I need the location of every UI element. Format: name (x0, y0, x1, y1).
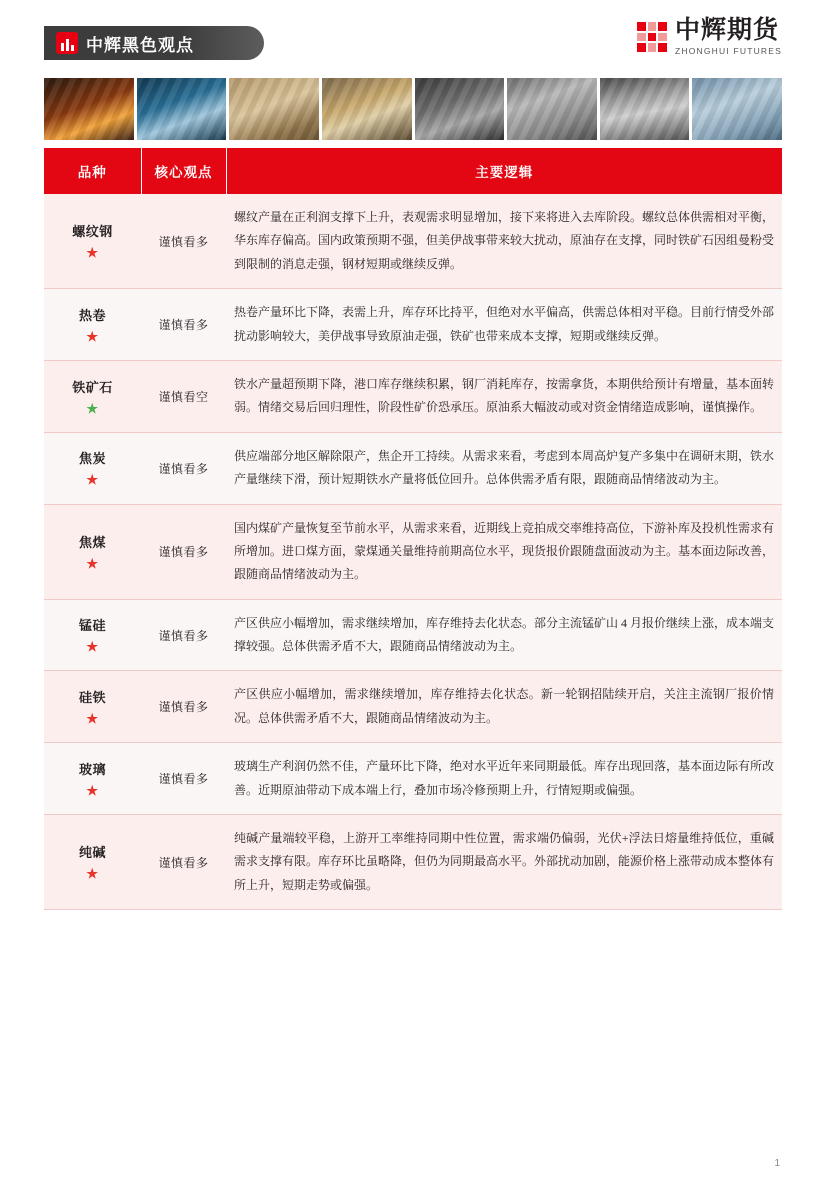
table-row (44, 815, 782, 910)
cell-main-logic: 供应端部分地区解除限产，焦企开工持续。从需求来看，考虑到本周高炉复产多集中在调研末期，铁水产量继续下滑，预计短期铁水产量将低位回升。总体供需矛盾有限，跟随商品情绪波动为主。 (226, 432, 782, 504)
column-header-view: 核心观点 (141, 148, 226, 194)
page-number: 1 (774, 1158, 780, 1169)
cell-main-logic: 玻璃生产利润仍然不佳，产量环比下降，绝对水平近年来同期最低。库存出现回落，基本面边际有所改善。近期原油带动下成本端上行，叠加市场冷修预期上升，行情短期或偏强。 (226, 743, 782, 815)
cell-main-logic: 纯碱产量端较平稳，上游开工率维持同期中性位置，需求端仍偏弱，光伏+浮法日熔量维持低位，重碱需求支撑有限。库存环比虽略降，但仍为同期最高水平。外部扰动加剧，能源价格上涨带动成本整体有所上升，短期走势或偏强。 (226, 815, 782, 910)
variety-name: 热卷 (78, 307, 106, 323)
cell-main-logic: 螺纹产量在正利润支撑下上升，表观需求明显增加，接下来将进入去库阶段。螺纹总体供需相对平衡，华东库存偏高。国内政策预期不强，但美伊战事带来较大扰动，原油存在支撑，同时铁矿石因组曼粉受到限制的消息走强，钢材短期或继续反弹。 (226, 194, 782, 289)
table-row (44, 671, 782, 743)
column-header-logic: 主要逻辑 (226, 148, 782, 194)
report-title: 中辉黑色观点 (86, 35, 194, 55)
photo-steel-bridge (692, 78, 782, 140)
rating-star-icon: ★ (86, 400, 99, 416)
company-logo (637, 18, 782, 56)
photo-coke (507, 78, 597, 140)
chart-bar-icon (56, 32, 78, 54)
photo-ore-pile (229, 78, 319, 140)
photo-furnace (44, 78, 134, 140)
variety-name: 硅铁 (78, 690, 106, 706)
cell-variety (44, 815, 141, 910)
rating-star-icon: ★ (86, 328, 99, 344)
rating-star-icon: ★ (86, 782, 99, 798)
cell-core-view: 谨慎看多 (141, 599, 226, 671)
table-row (44, 194, 782, 289)
cell-core-view: 谨慎看多 (141, 194, 226, 289)
cell-variety (44, 671, 141, 743)
cell-core-view: 谨慎看多 (141, 671, 226, 743)
column-header-variety: 品种 (44, 148, 141, 194)
cell-core-view: 谨慎看多 (141, 743, 226, 815)
variety-name: 螺纹钢 (72, 224, 113, 240)
variety-name: 玻璃 (78, 761, 106, 777)
document-page (0, 18, 826, 1187)
cell-variety (44, 289, 141, 361)
photo-steel-worker (137, 78, 227, 140)
cell-main-logic: 国内煤矿产量恢复至节前水平，从需求来看，近期线上竞拍成交率维持高位，下游补库及投机性需求有所增加。进口煤方面，蒙煤通关量维持前期高位水平，现货报价跟随盘面波动为主。基本面边际改善，跟随商品情绪波动为主。 (226, 504, 782, 599)
variety-name: 焦炭 (78, 451, 106, 467)
zhonghui-grid-logo-icon (637, 22, 667, 52)
rating-star-icon: ★ (86, 555, 99, 571)
photo-banner (44, 78, 782, 140)
cell-variety (44, 743, 141, 815)
rating-star-icon: ★ (86, 711, 99, 727)
cell-variety (44, 432, 141, 504)
cell-variety (44, 360, 141, 432)
photo-scrap-metal (415, 78, 505, 140)
cell-variety (44, 194, 141, 289)
page-header (44, 18, 782, 74)
variety-name: 纯碱 (78, 845, 106, 861)
rating-star-icon: ★ (86, 245, 99, 261)
cell-main-logic: 热卷产量环比下降，表需上升，库存环比持平，但绝对水平偏高，供需总体相对平稳。目前行情受外部扰动影响较大，美伊战事导致原油走强，铁矿也带来成本支撑，短期或继续反弹。 (226, 289, 782, 361)
table-row (44, 599, 782, 671)
report-title-band (44, 26, 264, 60)
table-body (44, 194, 782, 910)
company-name: 中辉期货 (674, 16, 779, 44)
variety-name: 锰硅 (78, 618, 106, 634)
photo-rebar-stack (600, 78, 690, 140)
cell-main-logic: 产区供应小幅增加，需求继续增加，库存维持去化状态。新一轮钢招陆续开启，关注主流钢厂报价情况。总体供需矛盾不大，跟随商品情绪波动为主。 (226, 671, 782, 743)
table-row (44, 504, 782, 599)
cell-core-view: 谨慎看多 (141, 504, 226, 599)
rating-star-icon: ★ (86, 639, 99, 655)
cell-core-view: 谨慎看多 (141, 289, 226, 361)
cell-core-view: 谨慎看空 (141, 360, 226, 432)
rating-star-icon: ★ (86, 472, 99, 488)
table-row (44, 743, 782, 815)
company-name-en: ZHONGHUI FUTURES (674, 46, 782, 56)
table-row (44, 360, 782, 432)
cell-variety (44, 504, 141, 599)
photo-excavator (322, 78, 412, 140)
variety-name: 焦煤 (78, 534, 106, 550)
cell-core-view: 谨慎看多 (141, 432, 226, 504)
cell-variety (44, 599, 141, 671)
table-header-row (44, 148, 782, 194)
table-row (44, 432, 782, 504)
rating-star-icon: ★ (86, 866, 99, 882)
outlook-table (44, 148, 782, 910)
variety-name: 铁矿石 (72, 379, 113, 395)
cell-main-logic: 产区供应小幅增加，需求继续增加，库存维持去化状态。部分主流锰矿山 4 月报价继续上涨，成本端支撑较强。总体供需矛盾不大，跟随商品情绪波动为主。 (226, 599, 782, 671)
table-row (44, 289, 782, 361)
cell-main-logic: 铁水产量超预期下降，港口库存继续积累，钢厂消耗库存，按需拿货，本期供给预计有增量，基本面转弱。情绪交易后回归理性，阶段性矿价恐承压。原油系大幅波动或对资金情绪造成影响，谨慎操作。 (226, 360, 782, 432)
cell-core-view: 谨慎看多 (141, 815, 226, 910)
